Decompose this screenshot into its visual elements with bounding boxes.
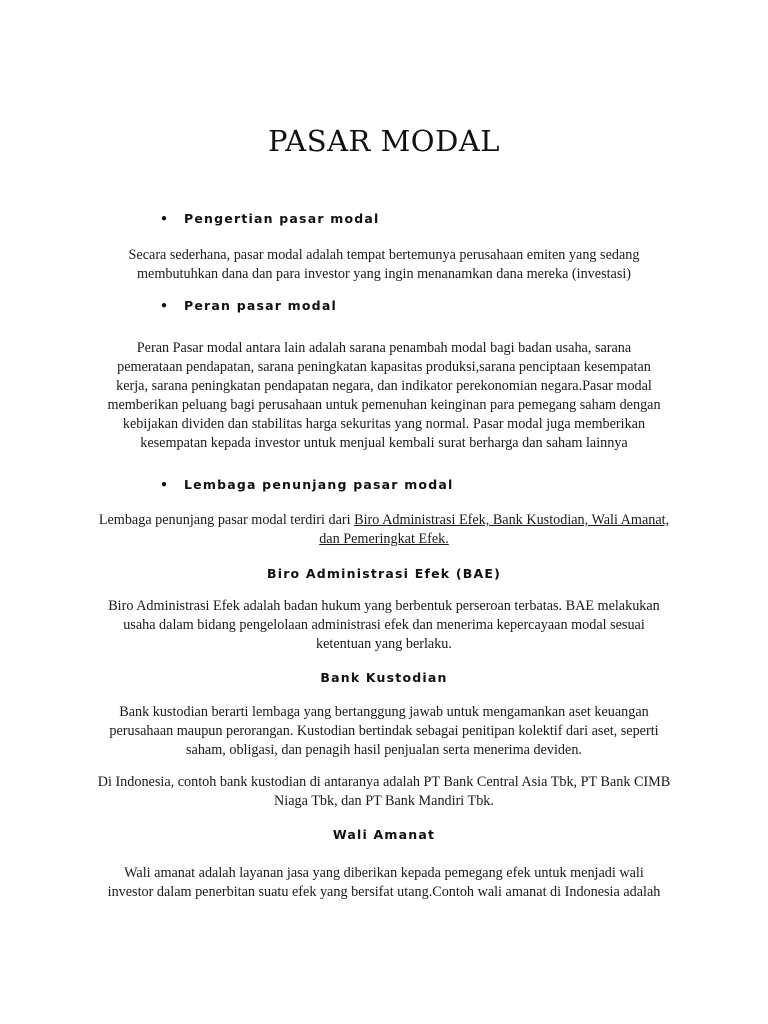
wali-paragraph xyxy=(80,864,688,902)
section-heading-kustodian: Bank Kustodian xyxy=(320,670,448,685)
bullet-label: Pengertian pasar modal xyxy=(184,211,380,226)
lembaga-link[interactable]: Biro Administrasi Efek, Bank Kustodian, Wali Amanat, xyxy=(354,512,670,528)
bullet-dot-icon: • xyxy=(160,298,170,313)
lembaga-link[interactable]: dan Pemeringkat Efek. xyxy=(319,531,449,547)
paragraph-line: perusahaan maupun perorangan. Kustodian bertindak sebagai penitipan kolektif dari aset, seperti xyxy=(109,723,659,739)
paragraph-line: Wali amanat adalah layanan jasa yang diberikan kepada pemegang efek untuk menjadi wali xyxy=(124,865,644,881)
paragraph-line: membutuhkan dana dan para investor yang ingin menanamkan dana mereka (investasi) xyxy=(136,266,632,282)
paragraph-line: usaha dalam bidang pengelolaan administrasi efek dan menerima kepercayaan modal sesuai xyxy=(123,617,645,633)
section-heading-wali: Wali Amanat xyxy=(332,827,436,842)
kustodian-paragraph xyxy=(80,703,688,760)
bae-paragraph xyxy=(80,597,688,654)
section-heading-bae: Biro Administrasi Efek (BAE) xyxy=(266,566,501,581)
lembaga-intro: Lembaga penunjang pasar modal terdiri dari xyxy=(98,512,355,528)
paragraph-line: Bank kustodian berarti lembaga yang bertanggung jawab untuk mengamankan aset keuangan xyxy=(119,704,649,720)
paragraph-line: Di Indonesia, contoh bank kustodian di antaranya adalah PT Bank Central Asia Tbk, PT Bank CIMB xyxy=(97,774,671,790)
paragraph-line: kerja, sarana peningkatan pendapatan negara, dan indikator perekonomian negara.Pasar modal xyxy=(116,378,652,394)
bullet-pengertian xyxy=(160,211,380,226)
paragraph-line: investor dalam penerbitan suatu efek yang bersifat utang.Contoh wali amanat di Indonesia adalah xyxy=(107,884,661,900)
bullet-dot-icon: • xyxy=(160,211,170,226)
paragraph-line: saham, obligasi, dan penagih hasil penjualan serta menerima deviden. xyxy=(186,742,582,758)
paragraph-line xyxy=(80,530,688,549)
paragraph-line: pemerataan pendapatan, sarana peningkatan kapasitas produksi,sarana penciptaan kesempatan xyxy=(117,359,651,375)
pengertian-paragraph xyxy=(80,246,688,284)
paragraph-line: memberikan peluang bagi perusahaan untuk pemenuhan keinginan para pemegang saham dengan xyxy=(107,397,661,413)
paragraph-line: kebijakan dividen dan stabilitas harga sekuritas yang normal. Pasar modal juga memberikan xyxy=(122,416,646,432)
paragraph-line: ketentuan yang berlaku. xyxy=(316,636,452,652)
page-title: PASAR MODAL xyxy=(267,124,501,158)
paragraph-line: kesempatan kepada investor untuk menjual kembali surat berharga dan saham lainnya xyxy=(140,435,628,451)
paragraph-line xyxy=(80,511,688,530)
lembaga-paragraph xyxy=(80,511,688,549)
kustodian-example-paragraph xyxy=(80,773,688,811)
bullet-lembaga xyxy=(160,477,453,492)
paragraph-line: Secara sederhana, pasar modal adalah tempat bertemunya perusahaan emiten yang sedang xyxy=(128,247,640,263)
bullet-peran xyxy=(160,298,337,313)
bullet-dot-icon: • xyxy=(160,477,170,492)
paragraph-line: Peran Pasar modal antara lain adalah sarana penambah modal bagi badan usaha, sarana xyxy=(136,340,632,356)
bullet-label: Peran pasar modal xyxy=(184,298,337,313)
bullet-label: Lembaga penunjang pasar modal xyxy=(184,477,454,492)
peran-paragraph xyxy=(80,339,688,453)
paragraph-line: Biro Administrasi Efek adalah badan hukum yang berbentuk perseroan terbatas. BAE melakukan xyxy=(108,598,660,614)
paragraph-line: Niaga Tbk, dan PT Bank Mandiri Tbk. xyxy=(274,793,494,809)
